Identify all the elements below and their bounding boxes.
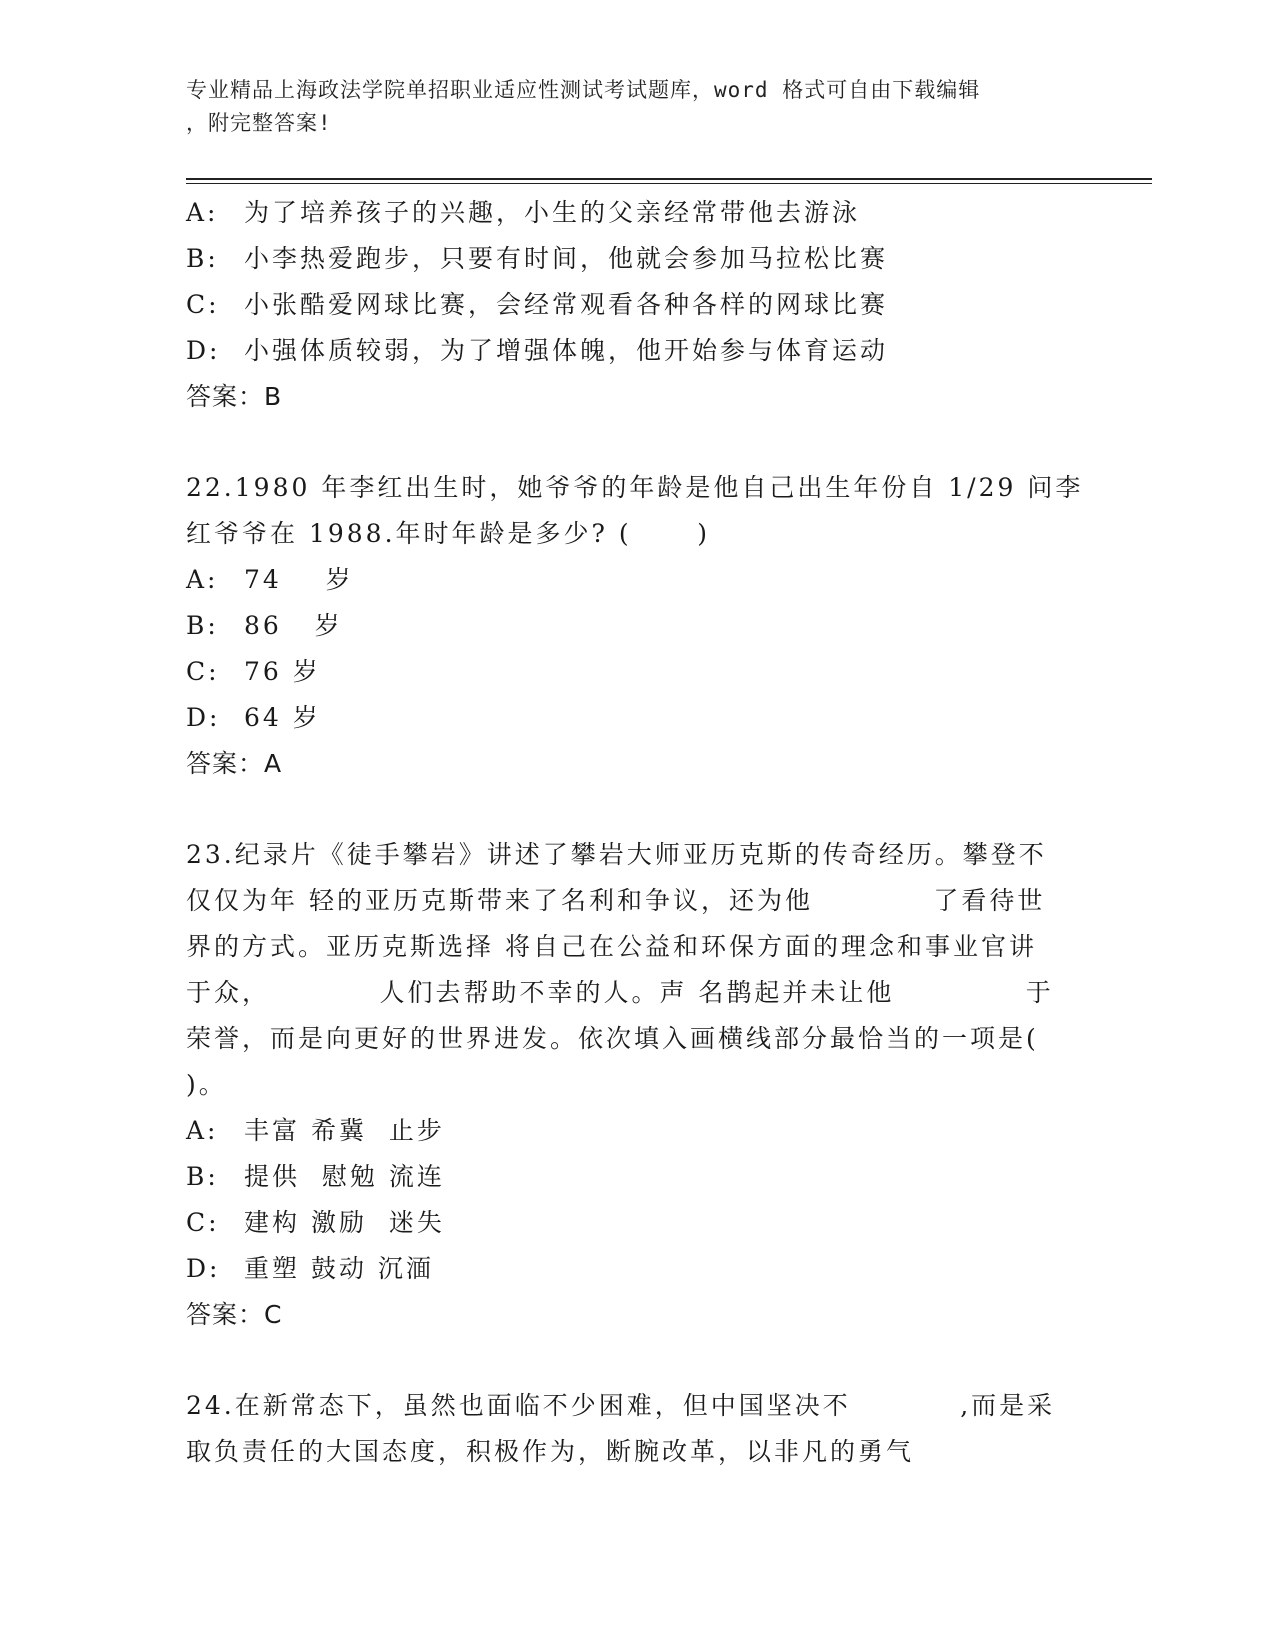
option-letter: C: [186,1208,220,1237]
option-letter: B: [186,611,219,640]
option-row [186,328,1086,374]
question-text-line: 仅仅为年 轻的亚历克斯带来了名利和争议，还为他 了看待世 [186,886,1046,915]
question-text-line: 23.纪录片《徒手攀岩》讲述了攀岩大师亚历克斯的传奇经历。攀登不 [186,840,1047,869]
spacer [186,1338,1086,1383]
question-text-line: 取负责任的大国态度，积极作为，断腕改革，以非凡的勇气 [186,1437,915,1466]
option-letter: B: [186,244,219,273]
question-23 [186,832,1086,1338]
option-row [186,1154,1086,1200]
option-row [186,1246,1086,1292]
question-text-line: 荣誉，而是向更好的世界进发。依次填入画横线部分最恰当的一项是( [186,1024,1039,1053]
header-line-1: 专业精品上海政法学院单招职业适应性测试考试题库，word 格式可自由下载编辑 [186,78,981,102]
option-text: 丰富 希冀 止步 [244,1116,445,1145]
prev-question-options [186,190,1086,420]
question-text-line: 22.1980 年李红出生时，她爷爷的年龄是他自己出生年份自 1/29 问李 [186,473,1084,502]
answer-line: 答案：C [186,1300,283,1329]
option-text: 重塑 鼓动 沉湎 [244,1254,434,1283]
page-header [186,74,1066,140]
option-row [186,649,1086,695]
option-text: 64 岁 [244,703,321,732]
header-divider-thin [186,183,1152,184]
option-row [186,1108,1086,1154]
option-text: 76 岁 [244,657,321,686]
question-text-line: 界的方式。亚历克斯选择 将自己在公益和环保方面的理念和事业官讲 [186,932,1037,961]
question-text-line: 红爷爷在 1988.年时年龄是多少? ( ) [186,519,711,548]
option-letter: A: [186,1116,219,1145]
option-letter: D: [186,703,221,732]
header-line-2: ，附完整答案! [186,111,332,135]
option-text: 小张酷爱网球比赛，会经常观看各种各样的网球比赛 [244,290,889,319]
option-text: 小强体质较弱，为了增强体魄，他开始参与体育运动 [244,336,889,365]
option-text: 建构 激励 迷失 [244,1208,445,1237]
option-text: 小李热爱跑步，只要有时间，他就会参加马拉松比赛 [244,244,889,273]
option-letter: C: [186,657,220,686]
option-letter: C: [186,290,220,319]
option-row [186,190,1086,236]
answer-line: 答案：A [186,749,283,778]
option-letter: D: [186,1254,221,1283]
question-24 [186,1383,1086,1475]
header-divider-thick [186,178,1152,180]
option-text: 提供 慰勉 流连 [244,1162,445,1191]
answer-line: 答案：B [186,382,283,411]
option-letter: D: [186,336,221,365]
question-text-line: 于众， 人们去帮助不幸的人。声 名鹊起并未让他 于 [186,978,1054,1007]
question-22 [186,465,1086,787]
option-letter: A: [186,198,219,227]
option-row [186,603,1086,649]
option-text: 为了培养孩子的兴趣，小生的父亲经常带他去游泳 [244,198,861,227]
question-text-line: )。 [186,1070,227,1099]
question-content [186,190,1086,1475]
option-row [186,282,1086,328]
option-letter: B: [186,1162,219,1191]
option-row [186,236,1086,282]
option-letter: A: [186,565,219,594]
question-text-line: 24.在新常态下，虽然也面临不少困难，但中国坚决不 ,而是采 [186,1391,1056,1420]
option-row [186,1200,1086,1246]
option-row [186,695,1086,741]
spacer [186,420,1086,465]
option-text: 74 岁 [244,565,354,594]
option-text: 86 岁 [244,611,343,640]
spacer [186,787,1086,832]
option-row [186,557,1086,603]
